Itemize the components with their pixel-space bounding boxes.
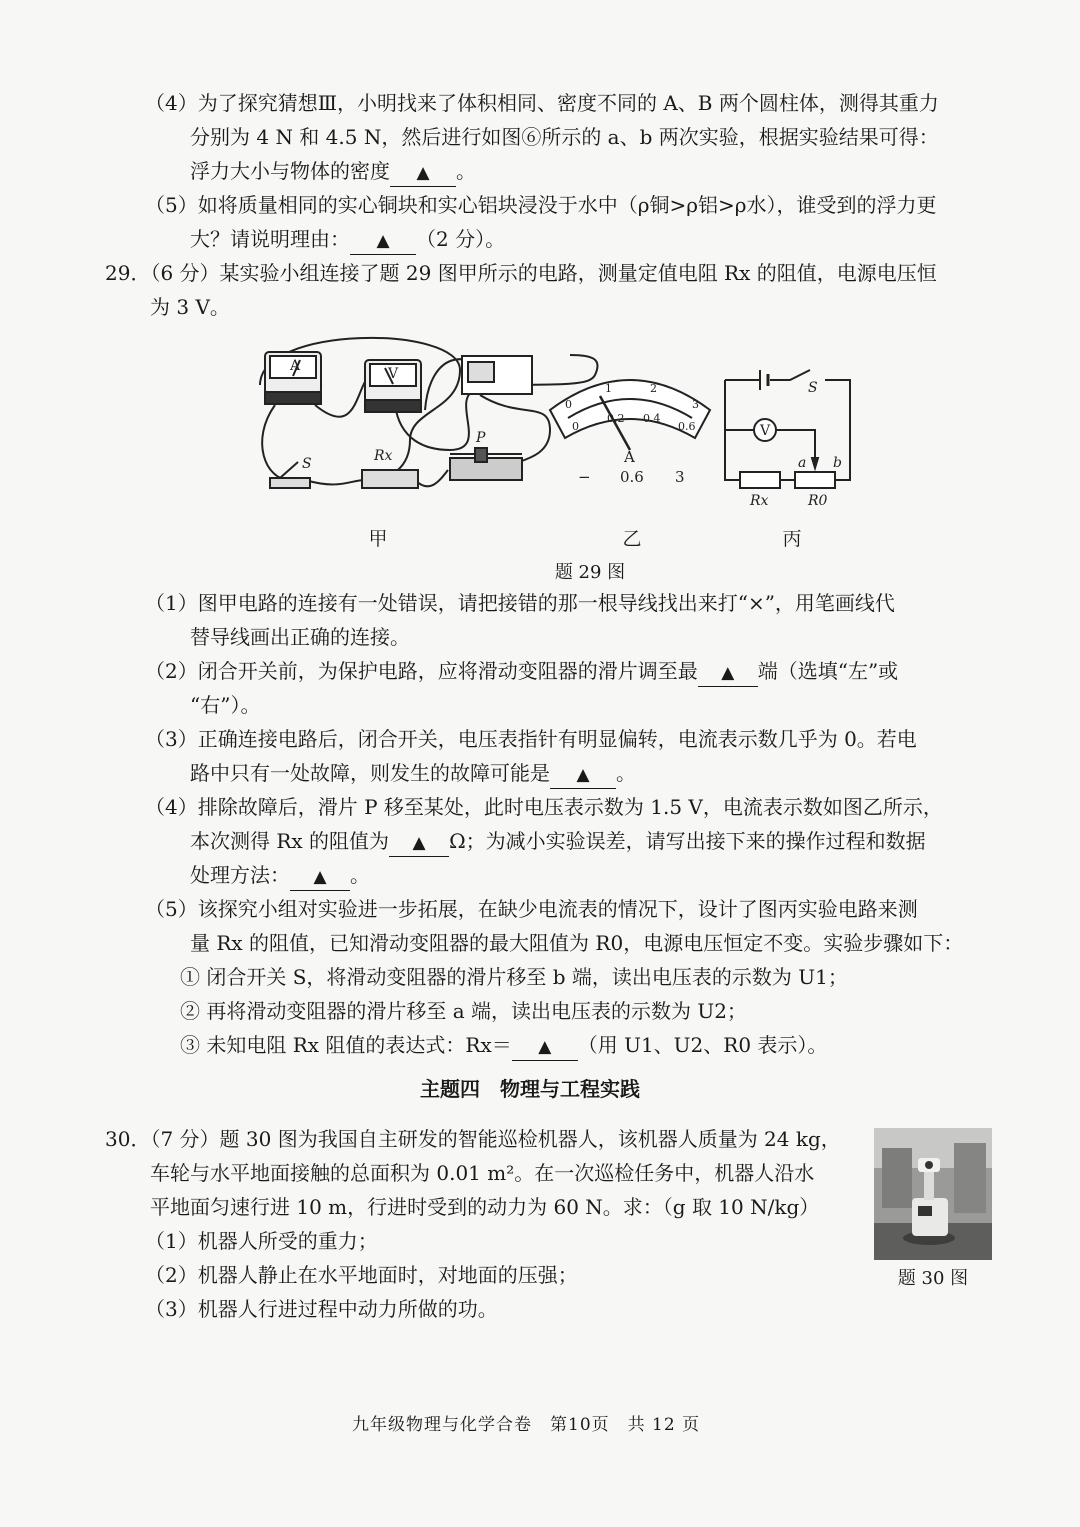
blank-marker: ▲ xyxy=(576,765,590,785)
q30-3: （3）机器人行进过程中动力所做的功。 xyxy=(145,1297,498,1321)
q29-3-line2 xyxy=(190,756,636,790)
q29-stem-line2: 为 3 V。 xyxy=(150,295,230,319)
b-label: b xyxy=(833,455,842,471)
blank-marker: ▲ xyxy=(412,833,426,853)
voltmeter-glyph: V xyxy=(388,366,399,382)
switch-label-jia: S xyxy=(302,456,312,472)
q29-5-step1: ① 闭合开关 S，将滑动变阻器的滑片移至 b 端，读出电压表的示数为 U1； xyxy=(180,965,848,989)
q29-4-text: 本次测得 Rx 的阻值为 xyxy=(190,829,390,853)
q29-4-line3 xyxy=(190,858,370,892)
q29-4-line1: （4）排除故障后，滑片 P 移至某处，此时电压表示数为 1.5 V，电流表示数如图乙所示， xyxy=(145,795,943,819)
q29-2-end: 端（选填“左”或 xyxy=(757,659,899,683)
q28-4-line2: 分别为 4 N 和 4.5 N，然后进行如图⑥所示的 a、b 两次实验，根据实验结果可得： xyxy=(190,125,939,149)
q28-5-line2 xyxy=(190,222,505,256)
q29-2-line1 xyxy=(145,654,898,688)
q29-4-text3: 处理方法： xyxy=(190,863,290,887)
q28-4-line3-text: 浮力大小与物体的密度 xyxy=(190,159,390,183)
q29-4-end: 。 xyxy=(350,863,370,887)
terminal-0-6: 0.6 xyxy=(620,468,644,486)
section-title: 主题四 物理与工程实践 xyxy=(420,1077,640,1101)
dial-top-tick-2: 2 xyxy=(650,382,657,395)
terminal-minus: − xyxy=(578,468,591,486)
answer-blank[interactable] xyxy=(550,760,616,789)
answer-blank[interactable] xyxy=(512,1032,578,1061)
q30-stem-line1: 30．（7 分）题 30 图为我国自主研发的智能巡检机器人，该机器人质量为 24 kg， xyxy=(105,1127,841,1151)
q30-1: （1）机器人所受的重力； xyxy=(145,1229,378,1253)
figure-29 xyxy=(250,330,870,520)
fig-label-jia: 甲 xyxy=(368,528,388,550)
blank-marker: ▲ xyxy=(721,663,735,683)
q29-5-step3-end: （用 U1、U2、R0 表示）。 xyxy=(577,1033,828,1057)
answer-blank[interactable] xyxy=(350,226,416,255)
q29-3-end: 。 xyxy=(616,761,636,785)
robot-photo xyxy=(874,1128,992,1260)
blank-marker: ▲ xyxy=(416,163,430,183)
q29-1-line1: （1）图甲电路的连接有一处错误，请把接错的那一根导线找出来打“×”，用笔画线代 xyxy=(145,591,895,615)
q29-2-text: （2）闭合开关前，为保护电路，应将滑动变阻器的滑片调至最 xyxy=(145,659,698,683)
q29-1-line2: 替导线画出正确的连接。 xyxy=(190,625,410,649)
q29-3-text: 路中只有一处故障，则发生的故障可能是 xyxy=(190,761,550,785)
q30-stem-line3: 平地面匀速行进 10 m，行进时受到的动力为 60 N。求：（g 取 10 N/kg） xyxy=(150,1195,820,1219)
voltmeter-symbol: V xyxy=(760,423,771,439)
answer-blank[interactable] xyxy=(389,828,449,857)
dial-bottom-tick-2: 0.4 xyxy=(643,412,661,425)
dial-bottom-tick-0: 0 xyxy=(572,420,579,433)
q30-stem-line2: 车轮与水平地面接触的总面积为 0.01 m²。在一次巡检任务中，机器人沿水 xyxy=(150,1161,815,1185)
rx-label-bing: Rx xyxy=(750,493,769,509)
answer-blank[interactable] xyxy=(290,862,350,891)
q28-5-line2-text: 大？请说明理由： xyxy=(190,227,350,251)
q28-5-line1: （5）如将质量相同的实心铜块和实心铝块浸没于水中（ρ铜>ρ铝>ρ水），谁受到的浮力更 xyxy=(145,193,937,217)
dial-bottom-tick-1: 0.2 xyxy=(607,412,625,425)
dial-top-tick-0: 0 xyxy=(565,398,572,411)
q28-4-line3 xyxy=(190,154,476,188)
dial-top-tick-1: 1 xyxy=(605,382,612,395)
q29-4-line2 xyxy=(190,824,926,858)
blank-marker: ▲ xyxy=(313,867,327,887)
fig-label-yi: 乙 xyxy=(622,528,642,550)
q29-2-line2: “右”）。 xyxy=(190,693,261,717)
r0-label-bing: R0 xyxy=(808,493,828,509)
q29-4-mid: Ω；为减小实验误差，请写出接下来的操作过程和数据 xyxy=(449,829,926,853)
dial-top-tick-3: 3 xyxy=(692,398,699,411)
ammeter-glyph: A xyxy=(290,358,301,374)
terminal-3: 3 xyxy=(675,468,685,486)
dial-bottom-tick-3: 0.6 xyxy=(678,420,696,433)
q29-5-step2: ② 再将滑动变阻器的滑片移至 a 端，读出电压表的示数为 U2； xyxy=(180,999,747,1023)
blank-marker: ▲ xyxy=(376,231,390,251)
q29-3-line1: （3）正确连接电路后，闭合开关，电压表指针有明显偏转，电流表示数几乎为 0。若电 xyxy=(145,727,917,751)
q29-5-step3 xyxy=(180,1028,827,1062)
q30-2: （2）机器人静止在水平地面时，对地面的压强； xyxy=(145,1263,578,1287)
switch-label-bing: S xyxy=(808,380,818,396)
q28-4-line1: （4）为了探究猜想Ⅲ，小明找来了体积相同、密度不同的 A、B 两个圆柱体，测得其重力 xyxy=(145,91,939,115)
q29-5-step3-text: ③ 未知电阻 Rx 阻值的表达式：Rx＝ xyxy=(180,1033,512,1057)
fig-30-caption: 题 30 图 xyxy=(897,1268,969,1289)
answer-blank[interactable] xyxy=(390,158,456,187)
a-label: a xyxy=(798,455,807,471)
blank-marker: ▲ xyxy=(538,1037,552,1057)
q29-5-line2: 量 Rx 的阻值，已知滑动变阻器的最大阻值为 R0，电源电压恒定不变。实验步骤如下： xyxy=(190,931,964,955)
q29-5-line1: （5）该探究小组对实验进一步拓展，在缺少电流表的情况下，设计了图丙实验电路来测 xyxy=(145,897,918,921)
q28-4-line3-end: 。 xyxy=(456,159,476,183)
q28-5-line2-end: （2 分）。 xyxy=(416,227,506,251)
page-footer: 九年级物理与化学合卷 第10页 共 12 页 xyxy=(352,1415,701,1435)
p-label-jia: P xyxy=(476,430,486,446)
answer-blank[interactable] xyxy=(698,658,758,687)
fig-29-caption: 题 29 图 xyxy=(554,562,626,583)
q29-stem-line1: 29．（6 分）某实验小组连接了题 29 图甲所示的电路，测量定值电阻 Rx 的阻值，电源电压恒 xyxy=(105,261,937,285)
rx-label-jia: Rx xyxy=(374,448,393,464)
fig-label-bing: 丙 xyxy=(782,528,802,550)
dial-unit: A xyxy=(624,448,635,466)
